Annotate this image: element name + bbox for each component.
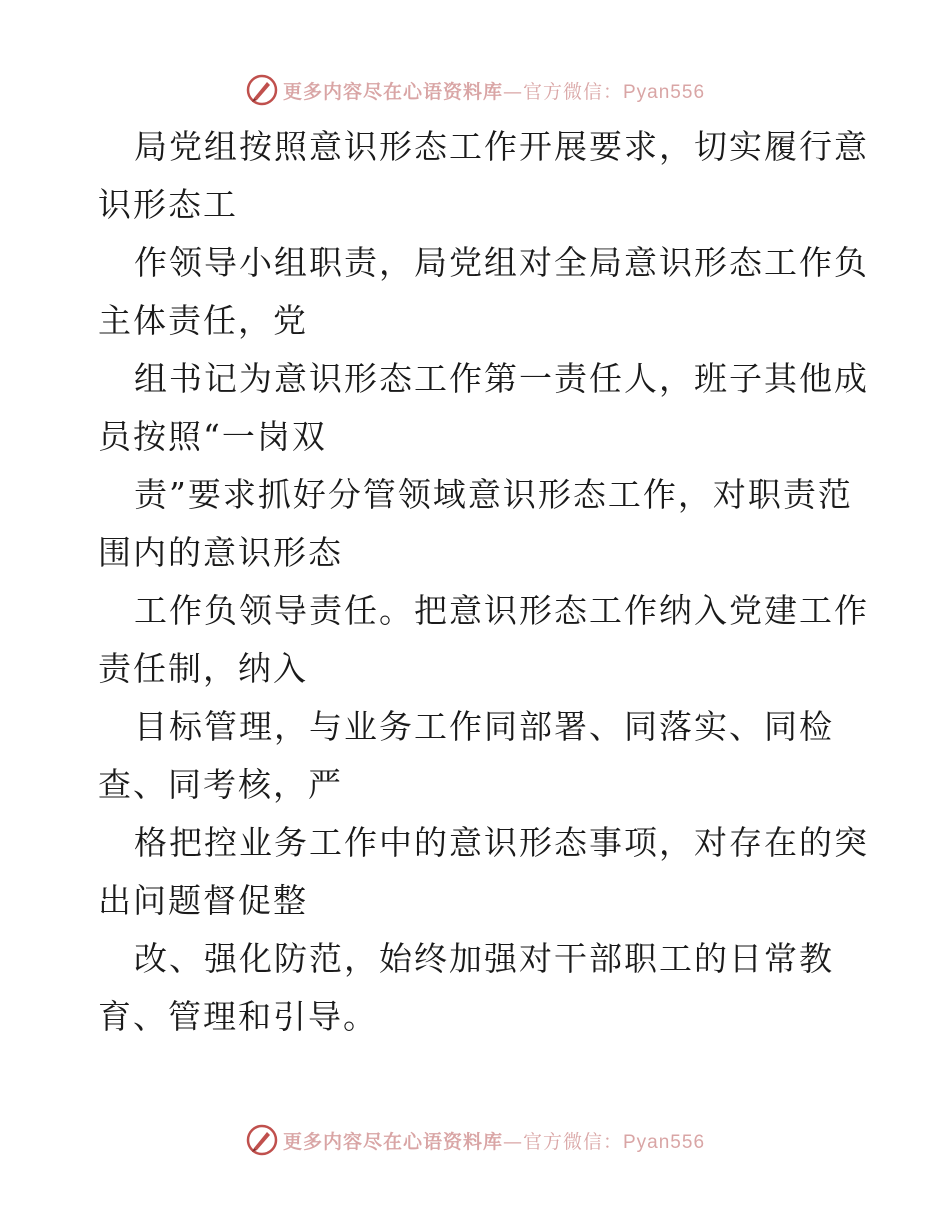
text-line: 员按照“一岗双 bbox=[98, 417, 327, 456]
document-body bbox=[98, 118, 869, 1046]
text-line: 组书记为意识形态工作第一责任人，班子其他成 bbox=[134, 359, 869, 398]
text-line: 围内的意识形态 bbox=[98, 533, 343, 572]
text-line: 识形态工 bbox=[98, 185, 238, 224]
text-line: 责任制，纳入 bbox=[98, 649, 308, 688]
text-line: 主体责任，党 bbox=[98, 301, 308, 340]
quill-logo-icon bbox=[245, 1123, 279, 1157]
watermark-brand: 更多内容尽在心语资料库 bbox=[282, 1130, 503, 1153]
watermark-wechat: 官方微信：Pyan556 bbox=[523, 81, 706, 103]
watermark-text bbox=[283, 77, 705, 104]
text-line: 改、强化防范，始终加强对干部职工的日常教 bbox=[134, 939, 834, 978]
quill-logo-icon bbox=[245, 73, 279, 107]
text-line: 查、同考核，严 bbox=[98, 765, 343, 804]
text-line: 作领导小组职责，局党组对全局意识形态工作负 bbox=[134, 243, 869, 282]
watermark-wechat: 官方微信：Pyan556 bbox=[523, 1131, 706, 1153]
text-line: 责”要求抓好分管领域意识形态工作，对职责范 bbox=[134, 475, 853, 514]
text-line: 目标管理，与业务工作同部署、同落实、同检 bbox=[134, 707, 834, 746]
watermark-text bbox=[283, 1127, 705, 1154]
text-line: 育、管理和引导。 bbox=[98, 997, 378, 1036]
text-line: 格把控业务工作中的意识形态事项，对存在的突 bbox=[134, 823, 869, 862]
text-line: 局党组按照意识形态工作开展要求，切实履行意 bbox=[134, 127, 869, 166]
watermark-separator: — bbox=[503, 80, 523, 103]
text-line: 工作负领导责任。把意识形态工作纳入党建工作 bbox=[134, 591, 869, 630]
header-watermark bbox=[0, 70, 950, 110]
watermark-separator: — bbox=[503, 1130, 523, 1153]
footer-watermark bbox=[0, 1120, 950, 1160]
text-line: 出问题督促整 bbox=[98, 881, 308, 920]
watermark-brand: 更多内容尽在心语资料库 bbox=[282, 80, 503, 103]
